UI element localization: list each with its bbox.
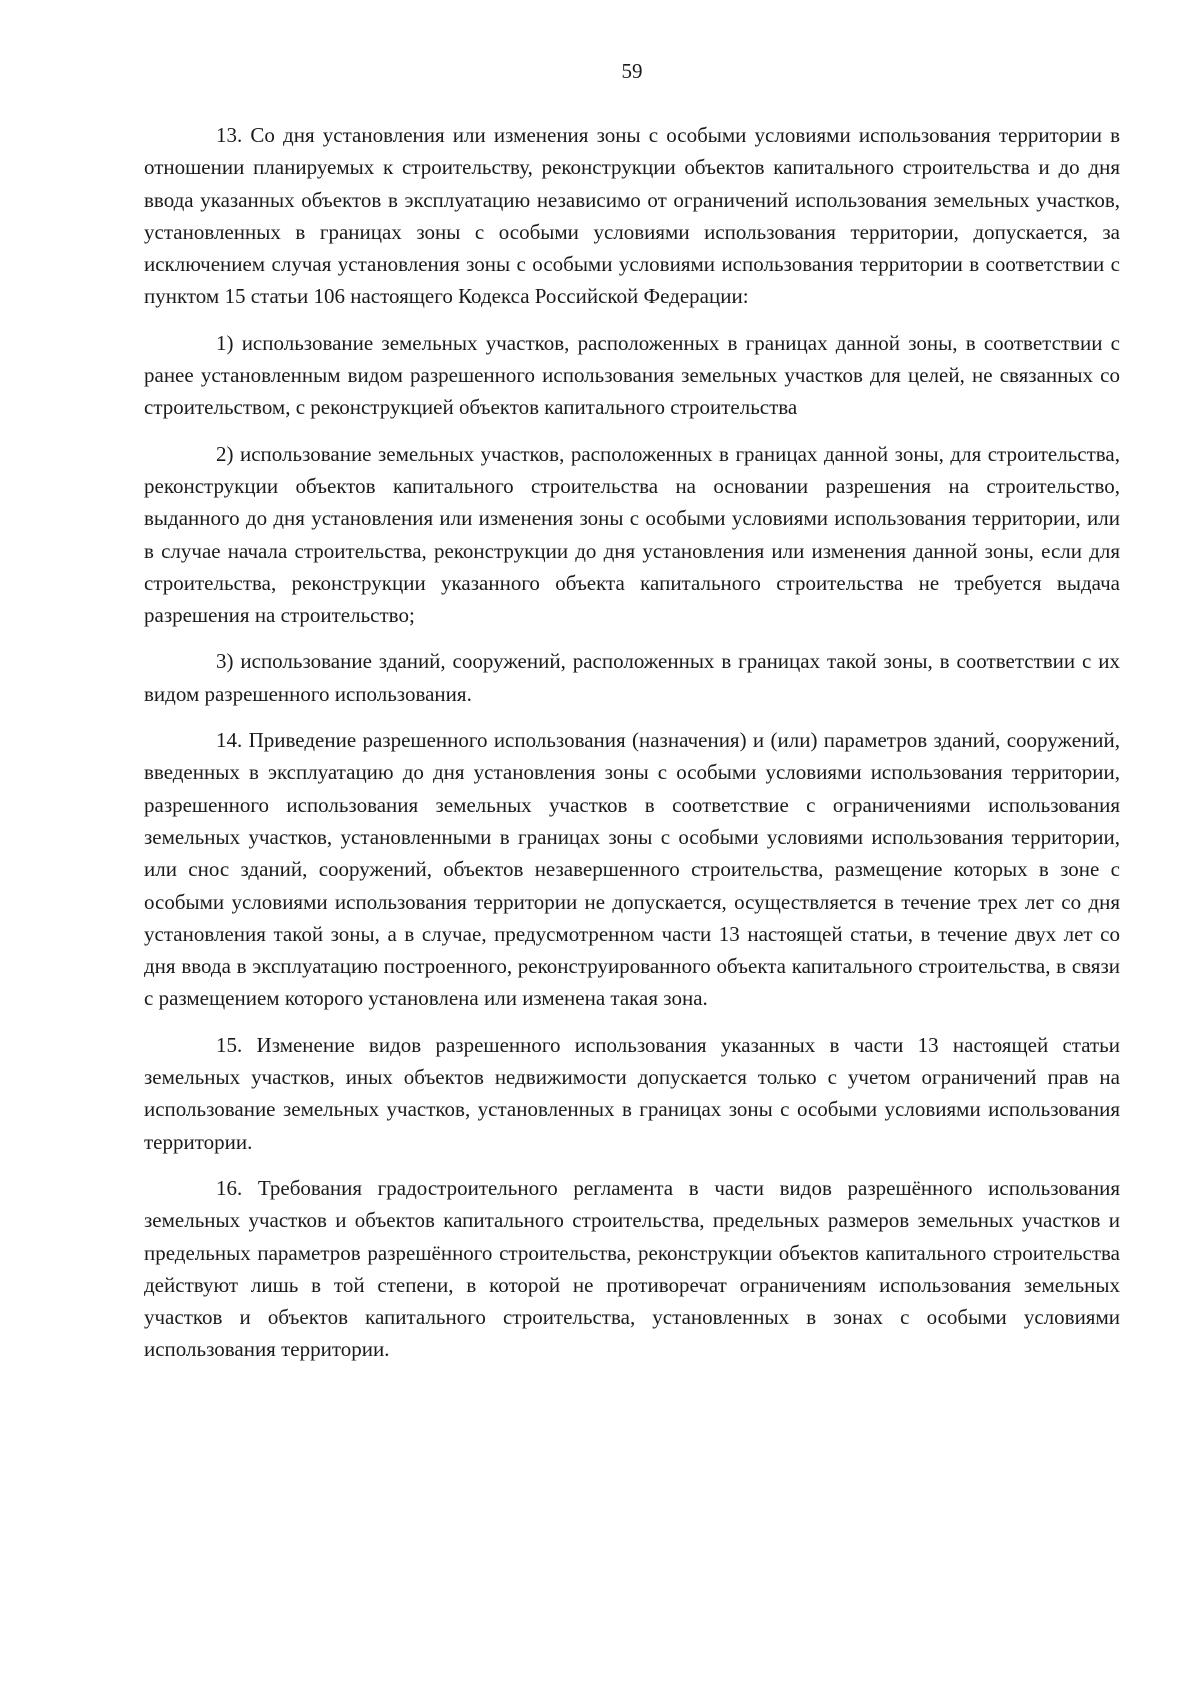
paragraph-14: 14. Приведение разрешенного использования (назначения) и (или) параметров зданий, сооружений, введенных в эксплуатацию до дня установления зоны с особыми условиями использования территории, разрешенного использования земельных участков в соответствие с ограничениями использования земельных участков, установленными в границах зоны с особыми условиями использования территории, или снос зданий, сооружений, объектов незавершенного строительства, размещение которых в зоне с особыми условиями использования территории не допускается, осуществляется в течение трех лет со дня установления такой зоны, а в случае, предусмотренном части 13 настоящей статьи, в течение двух лет со дня ввода в эксплуатацию построенного, реконструированного объекта капитального строительства, в связи с размещением которого установлена или изменена такая зона. [144,728,1120,1011]
page-number: 59 [621,59,643,83]
paragraph-13-item-2: 2) использование земельных участков, расположенных в границах данной зоны, для строительства, реконструкции объектов капитального строительства на основании разрешения на строительство, выданного до дня установления или изменения зоны с особыми условиями использования территории, или в случае начала строительства, реконструкции до дня установления или изменения данной зоны, если для строительства, реконструкции указанного объекта капитального строительства не требуется выдача разрешения на строительство; [144,441,1120,628]
document-body [144,119,1120,1366]
paragraph-16: 16. Требования градостроительного регламента в части видов разрешённого использования земельных участков и объектов капитального строительства, предельных размеров земельных участков и предельных параметров разрешённого строительства, реконструкции объектов капитального строительства действуют лишь в той степени, в которой не противоречат ограничениям использования земельных участков и объектов капитального строительства, установленных в зонах с особыми условиями использования территории. [144,1175,1120,1362]
paragraph-13-item-3: 3) использование зданий, сооружений, расположенных в границах такой зоны, в соответствии с их видом разрешенного использования. [144,649,1120,706]
paragraph-13-item-1: 1) использование земельных участков, расположенных в границах данной зоны, в соответствии с ранее установленным видом разрешенного использования земельных участков для целей, не связанных со строительством, с реконструкцией объектов капитального строительства [144,330,1120,420]
paragraph-13: 13. Со дня установления или изменения зоны с особыми условиями использования территории в отношении планируемых к строительству, реконструкции объектов капитального строительства и до дня ввода указанных объектов в эксплуатацию независимо от ограничений использования земельных участков, установленных в границах зоны с особыми условиями использования территории, допускается, за исключением случая установления зоны с особыми условиями использования территории в соответствии с пунктом 15 статьи 106 настоящего Кодекса Российской Федерации: [144,123,1120,309]
paragraph-15: 15. Изменение видов разрешенного использования указанных в части 13 настоящей статьи земельных участков, иных объектов недвижимости допускается только с учетом ограничений прав на использование земельных участков, установленных в границах зоны с особыми условиями использования территории. [144,1032,1120,1154]
